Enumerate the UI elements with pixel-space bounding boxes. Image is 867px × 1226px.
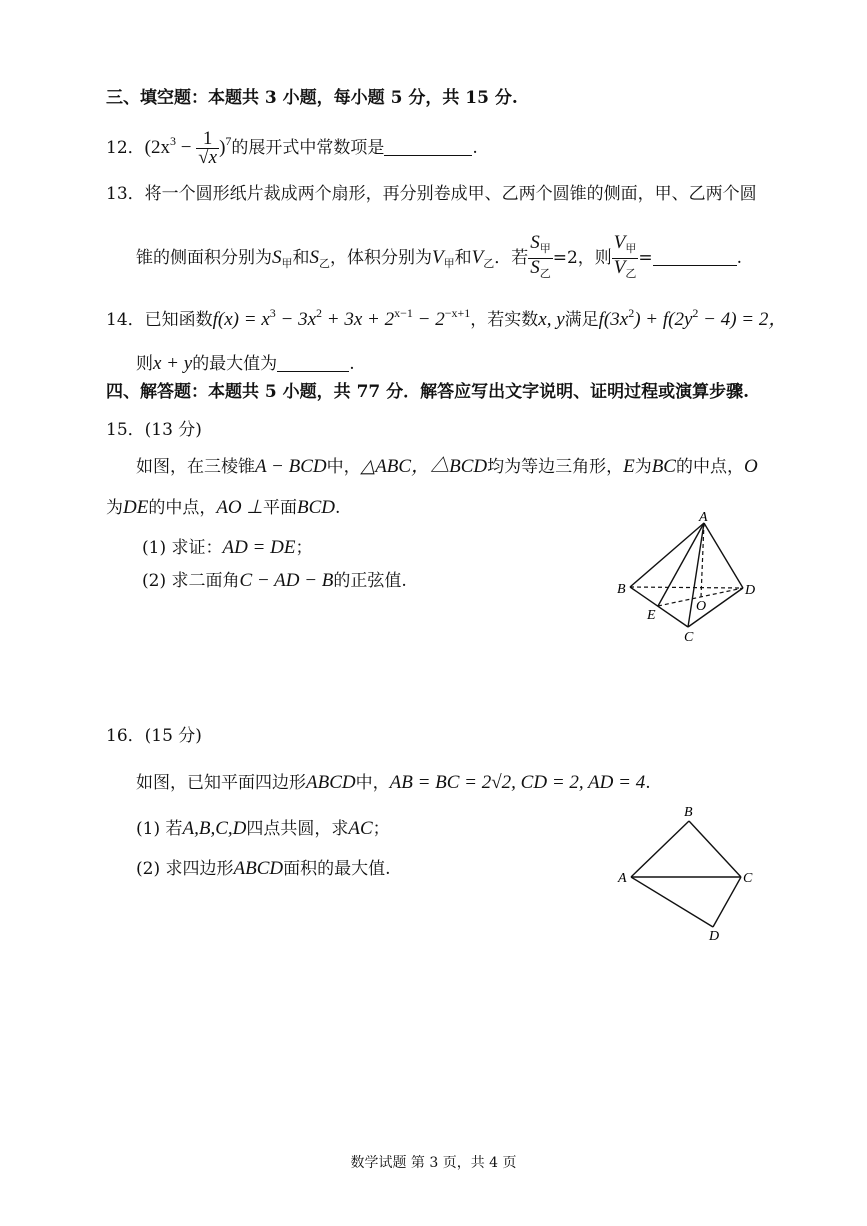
q13-frac-v-bot: V (613, 257, 626, 278)
edge-ab (631, 821, 689, 877)
fig15-label-a: A (699, 510, 708, 525)
q14-line2-expr: x + y (153, 353, 193, 374)
q13-ratio-v (612, 234, 639, 283)
quadrilateral-figure (605, 800, 765, 945)
q14-text-f: 满足 (564, 310, 599, 330)
q15-l2-a: 为 (106, 498, 123, 518)
q12-expr-minus: − (175, 137, 197, 158)
q13-frac-s-top-sub: 甲 (539, 242, 551, 255)
q16-title: 16．(15 分) (106, 726, 202, 746)
q15-l1-g: 为 (634, 457, 652, 477)
q15-part-2 (142, 569, 407, 593)
q16-p1-c: 四点共圆，求 (246, 819, 349, 839)
q13-s-symbol: S (272, 247, 282, 268)
fig15-label-b: B (617, 582, 626, 597)
question-13-line-2 (136, 234, 742, 283)
q12-expr-exp: 3 (169, 134, 176, 148)
q15-l2-d: AO ⊥ (216, 497, 263, 518)
q16-p2-b: ABCD (233, 858, 284, 879)
q16-p1-e: ； (372, 819, 390, 839)
edge-ab (630, 523, 704, 587)
section-3-heading: 三、填空题：本题共 3 小题，每小题 5 分，共 15 分. (106, 88, 518, 108)
q13-line2-c: ．若 (494, 248, 529, 268)
q15-l2-c: 的中点， (148, 498, 217, 518)
q13-frac-v-top-sub: 甲 (625, 242, 637, 255)
q13-sub-yi: 乙 (319, 257, 330, 270)
q16-l1-c: 中， (355, 773, 390, 793)
q14-exp-2: 2 (316, 306, 323, 320)
fig15-label-o: O (696, 599, 707, 614)
q13-frac-v-bot-sub: 乙 (625, 267, 637, 280)
q15-title: 15．(13 分) (106, 420, 202, 440)
q14-term-d: − 2 (412, 309, 445, 330)
q14-term-b: − 3x (275, 309, 317, 330)
q16-l1-a: 如图，已知平面四边形 (136, 773, 306, 793)
fig15-label-d: D (745, 583, 756, 598)
q14-exp-3: 3 (269, 306, 276, 320)
q13-v-sub-yi: 乙 (483, 257, 495, 270)
q12-answer-blank[interactable] (384, 139, 472, 156)
q12-expr-base: (2x (144, 137, 170, 158)
edge-ad (631, 877, 713, 927)
fig15-label-e: E (647, 608, 656, 623)
q13-end: . (736, 248, 743, 268)
fig15-label-c: C (684, 630, 694, 645)
q14-xy: x, y (538, 309, 565, 330)
question-13-line-1 (106, 182, 757, 206)
q15-l2-b: DE (123, 497, 149, 518)
q13-he-2: 和 (454, 248, 472, 268)
q14-g-exp-2b: 2 (692, 306, 699, 320)
q16-p2-c: 面积的最大值. (283, 859, 391, 879)
q15-line-1 (136, 455, 758, 479)
q15-l1-b: A − BCD (255, 456, 327, 477)
edge-bd-hidden (630, 587, 743, 588)
q15-part-1 (142, 536, 312, 560)
q13-eq2: =2，则 (552, 248, 612, 268)
q14-term-c: + 3x + 2 (322, 309, 395, 330)
fig16-label-d: D (709, 929, 720, 944)
q13-v-sub-jia: 甲 (443, 257, 455, 270)
q13-v-symbol-2: V (471, 247, 484, 268)
q15-l2-e: 平面 (262, 498, 297, 518)
q16-l1-d: AB = BC = 2√2, CD = 2, AD = 4 (389, 772, 646, 793)
fig16-label-a: A (618, 871, 627, 886)
q15-l2-g: . (334, 498, 341, 518)
q13-frac-s-bot-sub: 乙 (539, 267, 551, 280)
q14-line2-b: 的最大值为 (192, 354, 278, 374)
q15-l1-i: 的中点， (675, 457, 744, 477)
q12-number: 12． (106, 138, 145, 158)
q16-p1-d: AC (348, 818, 373, 839)
q15-l1-e: 均为等边三角形， (487, 457, 624, 477)
q14-g1: f(3x (598, 309, 629, 330)
q16-p1-a: (1) 若 (136, 819, 183, 839)
q15-p1-b: AD = DE (222, 537, 296, 558)
q13-line2-b: ，体积分别为 (330, 248, 432, 268)
q13-line2-a: 锥的侧面积分别为 (136, 248, 272, 268)
edge-ad (704, 523, 743, 588)
q13-he: 和 (292, 248, 310, 268)
q16-part-2 (136, 857, 391, 881)
q16-part-1 (136, 817, 390, 841)
q13-line1: 将一个圆形纸片裁成两个扇形，再分别卷成甲、乙两个圆锥的侧面，甲、乙两个圆 (144, 184, 757, 204)
q12-fraction (196, 130, 219, 167)
q15-l1-h: BC (651, 456, 676, 477)
q13-frac-s-top: S (530, 232, 540, 253)
q15-p1-a: (1) 求证： (142, 538, 223, 558)
q13-sub-jia: 甲 (281, 257, 293, 270)
q13-s-symbol-2: S (309, 247, 319, 268)
tetrahedron-figure (600, 505, 770, 645)
fig16-label-b: B (684, 805, 693, 820)
q13-answer-blank[interactable] (653, 249, 737, 266)
q14-g3: − 4) = 2， (698, 309, 788, 330)
q14-exp-x1: x−1 (394, 306, 413, 320)
edge-bc (630, 587, 688, 627)
question-12 (106, 129, 478, 167)
q14-g-exp-2: 2 (628, 306, 635, 320)
edge-cd (713, 877, 741, 927)
question-14-line-1 (106, 301, 787, 332)
q12-expr-power: 7 (225, 134, 232, 148)
q15-p1-c: ； (295, 538, 313, 558)
q13-frac-s-bot: S (530, 257, 540, 278)
edge-bc (689, 821, 741, 877)
fig16-label-c: C (743, 871, 753, 886)
q15-p2-a: (2) 求二面角 (142, 571, 240, 591)
q15-p2-c: 的正弦值. (333, 571, 407, 591)
question-14-line-2 (136, 352, 355, 376)
q14-g2: ) + f(2y (634, 309, 693, 330)
q16-p1-b: A,B,C,D (182, 818, 247, 839)
q15-l1-c: 中， (326, 457, 361, 477)
q15-line-2 (106, 496, 340, 520)
q14-number: 14． (106, 310, 145, 330)
section-4-heading: 四、解答题：本题共 5 小题，共 77 分．解答应写出文字说明、证明过程或演算步骤. (106, 382, 750, 402)
q15-l1-f: E (623, 456, 635, 477)
q16-l1-b: ABCD (306, 772, 356, 793)
q16-l1-e: . (645, 773, 651, 793)
q12-frac-bot: √x (198, 147, 218, 168)
page-footer: 数学试题 第 3 页，共 4 页 (350, 1155, 517, 1171)
q14-end: . (349, 354, 355, 374)
q12-end: . (472, 138, 478, 158)
q15-l2-f: BCD (296, 497, 335, 518)
q14-line2-a: 则 (136, 354, 153, 374)
q16-line-1 (136, 771, 651, 795)
q13-ratio-s (528, 234, 553, 283)
q15-l1-a: 如图，在三棱锥 (136, 457, 255, 477)
q14-fx: f(x) = x (212, 309, 270, 330)
q13-eq: = (638, 248, 653, 268)
q14-answer-blank[interactable] (277, 355, 349, 372)
q14-text-e: ，若实数 (470, 310, 539, 330)
q13-v-symbol: V (432, 247, 444, 268)
q12-frac-top: 1 (196, 130, 219, 149)
q16-p2-a: (2) 求四边形 (136, 859, 234, 879)
q15-p2-b: C − AD − B (239, 570, 334, 591)
q15-l1-j: O (743, 456, 758, 477)
q14-exp-negx1: −x+1 (444, 306, 471, 320)
q12-text: 的展开式中常数项是 (231, 138, 385, 158)
q13-frac-v-top: V (613, 232, 626, 253)
q15-l1-d: △ABC，△BCD (360, 456, 488, 477)
q13-number: 13． (106, 184, 145, 204)
q12-expr-close: ) (219, 137, 226, 158)
q14-text-a: 已知函数 (144, 310, 213, 330)
